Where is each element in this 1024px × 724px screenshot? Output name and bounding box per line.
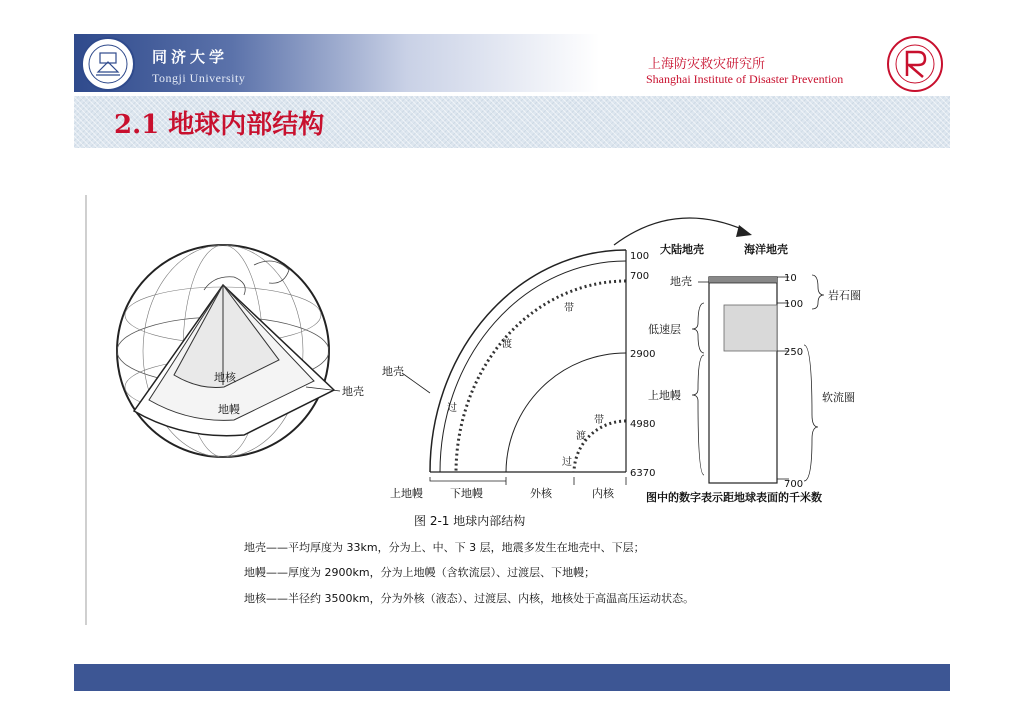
institute-name-cn: 上海防灾救灾研究所	[648, 57, 766, 72]
bottom-label-lower-mantle: 下地幔	[450, 487, 483, 500]
low-velocity-layer-label: 低速层	[648, 323, 681, 336]
earth-cross-section	[430, 218, 752, 472]
bottom-label-upper-mantle: 上地幔	[390, 487, 423, 500]
tongji-university-seal-icon	[80, 36, 136, 92]
institute-name-en: Shanghai Institute of Disaster Prevention	[646, 72, 844, 86]
earth-structure-figure	[84, 195, 926, 625]
section-crust-leader	[402, 373, 430, 393]
column-crust-label: 地壳	[670, 275, 692, 288]
institute-emblem-icon	[885, 34, 945, 94]
globe-crust-label: 地壳	[342, 385, 364, 398]
column-depth-700: 700	[784, 479, 804, 490]
depth-2900: 2900	[630, 349, 656, 360]
continental-crust-label: 大陆地壳	[660, 243, 704, 256]
oceanic-crust-label: 海洋地壳	[744, 243, 788, 256]
bottom-label-outer-core: 外核	[530, 487, 552, 500]
page-title: 2.1 地球内部结构	[114, 110, 325, 140]
transition-outer-char-1: 过	[447, 403, 457, 414]
transition-inner-char-1: 过	[562, 457, 572, 468]
depth-4980: 4980	[630, 419, 656, 430]
page-number: 4	[965, 668, 972, 683]
bottom-label-inner-core: 内核	[592, 487, 614, 500]
section-crust-label: 地壳	[382, 365, 404, 378]
globe-core-label: 地核	[214, 371, 236, 384]
description-mantle: 地幔——厚度为 2900km，分为上地幔（含软流层）、过渡层、下地幔；	[244, 566, 596, 579]
crust-detail-column	[692, 275, 824, 483]
column-depth-250: 250	[784, 347, 804, 358]
description-crust: 地壳——平均厚度为 33km，分为上、中、下 3 层，地震多发生在地壳中、下层；	[244, 541, 645, 554]
university-name-cn: 同济大学	[152, 48, 229, 66]
column-depth-100: 100	[784, 299, 804, 310]
upper-mantle-label: 上地幔	[648, 389, 681, 402]
depth-100: 100	[630, 251, 650, 262]
asthenosphere-label: 软流圈	[822, 391, 855, 404]
footer-band	[74, 664, 950, 691]
figure-caption: 图 2-1 地球内部结构	[414, 514, 526, 528]
university-name-en: Tongji University	[152, 71, 246, 85]
depth-700: 700	[630, 271, 650, 282]
description-core: 地核——半径约 3500km，分为外核（液态）、过渡层、内核，地核处于高温高压运动状态。	[244, 592, 695, 605]
transition-inner-char-2: 渡	[576, 431, 586, 442]
depth-6370: 6370	[630, 468, 656, 479]
lithosphere-label: 岩石圈	[828, 289, 861, 302]
figure-note: 图中的数字表示距地球表面的千米数	[646, 491, 822, 504]
transition-inner-char-3: 带	[594, 415, 604, 426]
transition-outer-char-3: 带	[564, 303, 574, 314]
globe-cutaway	[117, 245, 334, 457]
column-depth-10: 10	[784, 273, 797, 284]
globe-mantle-label: 地幔	[218, 403, 240, 416]
transition-outer-char-2: 渡	[502, 339, 512, 350]
